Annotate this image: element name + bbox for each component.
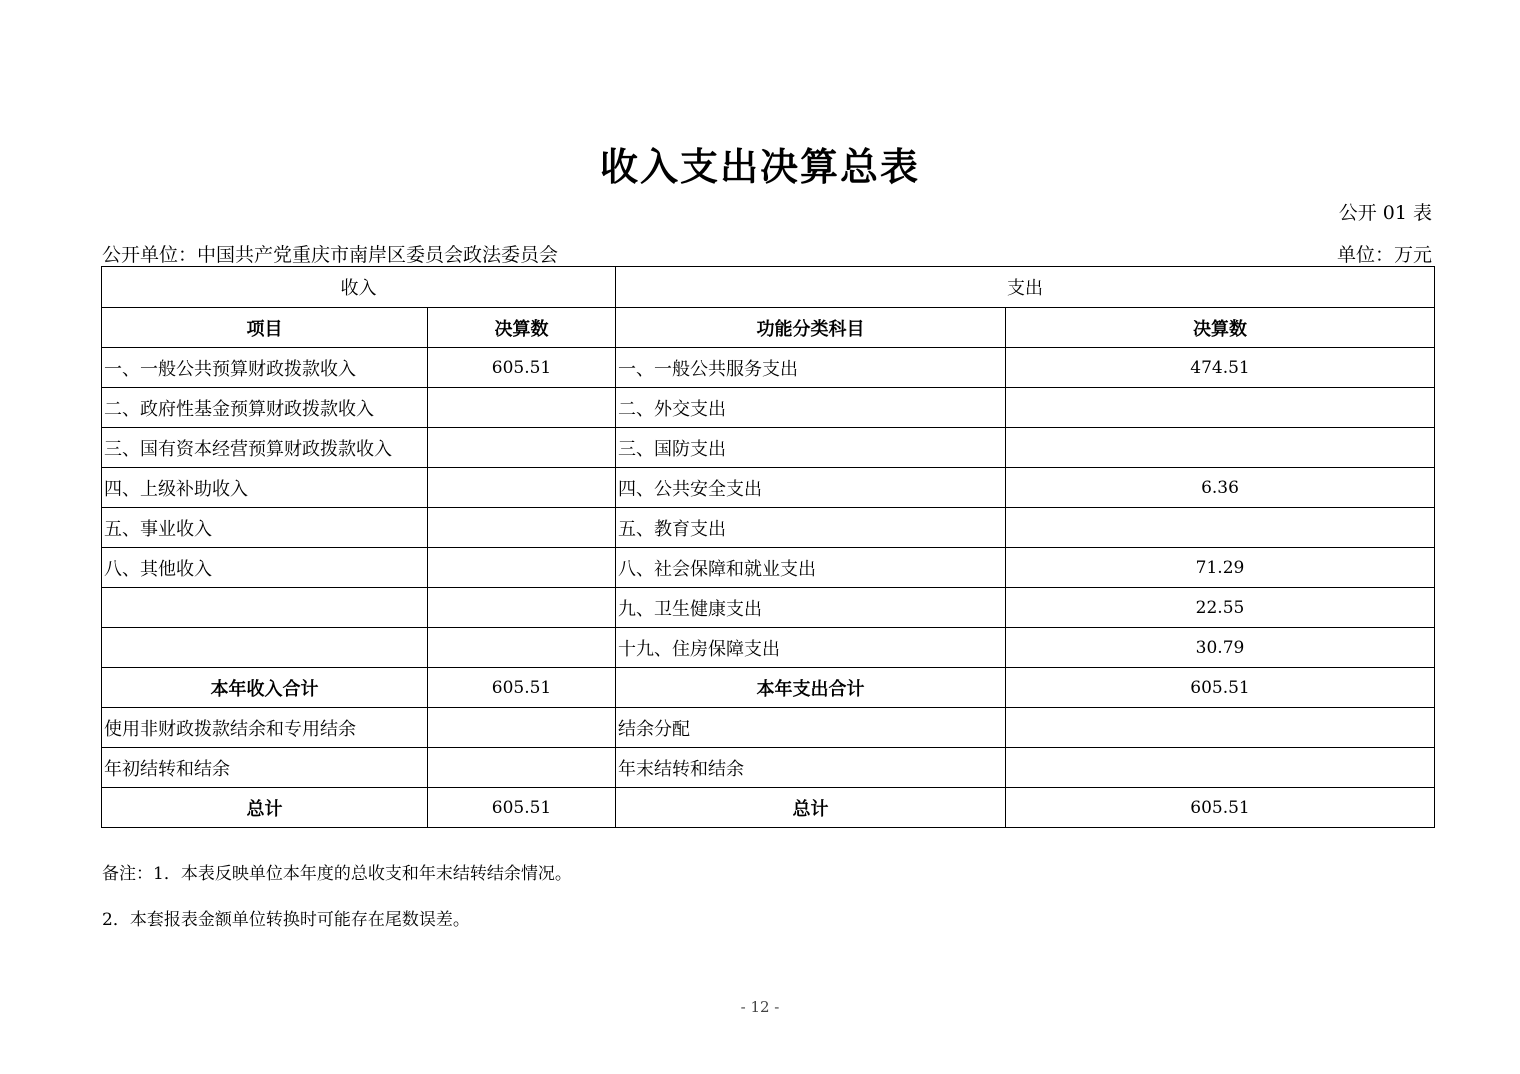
- table-row: [102, 708, 1435, 748]
- income-amount: [428, 428, 616, 468]
- expense-item: 九、卫生健康支出: [616, 588, 1006, 628]
- col-income-amount-header: 决算数: [428, 308, 616, 348]
- expense-amount: [1006, 708, 1435, 748]
- income-amount: [428, 748, 616, 788]
- table-row: [102, 388, 1435, 428]
- expense-item: 结余分配: [616, 708, 1006, 748]
- expense-amount: [1006, 748, 1435, 788]
- table-row: [102, 628, 1435, 668]
- expense-subtotal-amount: 605.51: [1006, 668, 1435, 708]
- expense-amount: [1006, 388, 1435, 428]
- col-category-header: 功能分类科目: [616, 308, 1006, 348]
- expense-item: 二、外交支出: [616, 388, 1006, 428]
- expense-amount: [1006, 508, 1435, 548]
- expense-item: 年末结转和结余: [616, 748, 1006, 788]
- income-item: 年初结转和结余: [102, 748, 428, 788]
- income-amount: [428, 468, 616, 508]
- income-amount: [428, 628, 616, 668]
- income-subtotal-amount: 605.51: [428, 668, 616, 708]
- income-total-amount: 605.51: [428, 788, 616, 828]
- form-number: 公开 01 表: [1338, 202, 1432, 224]
- expense-amount: 71.29: [1006, 548, 1435, 588]
- total-row: [102, 788, 1435, 828]
- unit-label: 单位：万元: [1336, 244, 1432, 266]
- income-item: 三、国有资本经营预算财政拨款收入: [102, 428, 428, 468]
- column-header-row: [102, 308, 1435, 348]
- income-amount: [428, 708, 616, 748]
- income-item: 二、政府性基金预算财政拨款收入: [102, 388, 428, 428]
- col-item-header: 项目: [102, 308, 428, 348]
- expense-total-amount: 605.51: [1006, 788, 1435, 828]
- expense-item: 一、一般公共服务支出: [616, 348, 1006, 388]
- note-2: 2．本套报表金额单位转换时可能存在尾数误差。: [102, 910, 470, 930]
- income-amount: [428, 548, 616, 588]
- expense-item: 八、社会保障和就业支出: [616, 548, 1006, 588]
- income-amount: [428, 508, 616, 548]
- note-1: 备注：1．本表反映单位本年度的总收支和年末结转结余情况。: [102, 864, 572, 884]
- income-amount: [428, 388, 616, 428]
- expense-amount: [1006, 428, 1435, 468]
- income-total-label: 总计: [102, 788, 428, 828]
- income-amount: [428, 588, 616, 628]
- income-item: 五、事业收入: [102, 508, 428, 548]
- income-subtotal-label: 本年收入合计: [102, 668, 428, 708]
- income-item: 一、一般公共预算财政拨款收入: [102, 348, 428, 388]
- expense-item: 五、教育支出: [616, 508, 1006, 548]
- table-row: [102, 548, 1435, 588]
- expense-header: 支出: [616, 267, 1435, 308]
- table-row: [102, 508, 1435, 548]
- income-item: 使用非财政拨款结余和专用结余: [102, 708, 428, 748]
- section-header-row: [102, 267, 1435, 308]
- expense-amount: 30.79: [1006, 628, 1435, 668]
- expense-item: 十九、住房保障支出: [616, 628, 1006, 668]
- expense-amount: 474.51: [1006, 348, 1435, 388]
- expense-amount: 6.36: [1006, 468, 1435, 508]
- table-row: [102, 428, 1435, 468]
- income-item: [102, 588, 428, 628]
- table-row: [102, 588, 1435, 628]
- expense-item: 四、公共安全支出: [616, 468, 1006, 508]
- subtotal-row: [102, 668, 1435, 708]
- income-header: 收入: [102, 267, 616, 308]
- org-label: 公开单位：中国共产党重庆市南岸区委员会政法委员会: [102, 244, 559, 266]
- income-amount: 605.51: [428, 348, 616, 388]
- unit-row: [102, 240, 1432, 267]
- expense-total-label: 总计: [616, 788, 1006, 828]
- page-number: - 12 -: [740, 998, 780, 1016]
- col-expense-amount-header: 决算数: [1006, 308, 1435, 348]
- page-title: 收入支出决算总表: [599, 145, 920, 189]
- budget-table: [101, 266, 1435, 828]
- income-item: 四、上级补助收入: [102, 468, 428, 508]
- table-row: [102, 348, 1435, 388]
- table-row: [102, 748, 1435, 788]
- table-row: [102, 468, 1435, 508]
- expense-subtotal-label: 本年支出合计: [616, 668, 1006, 708]
- income-item: 八、其他收入: [102, 548, 428, 588]
- income-item: [102, 628, 428, 668]
- expense-item: 三、国防支出: [616, 428, 1006, 468]
- expense-amount: 22.55: [1006, 588, 1435, 628]
